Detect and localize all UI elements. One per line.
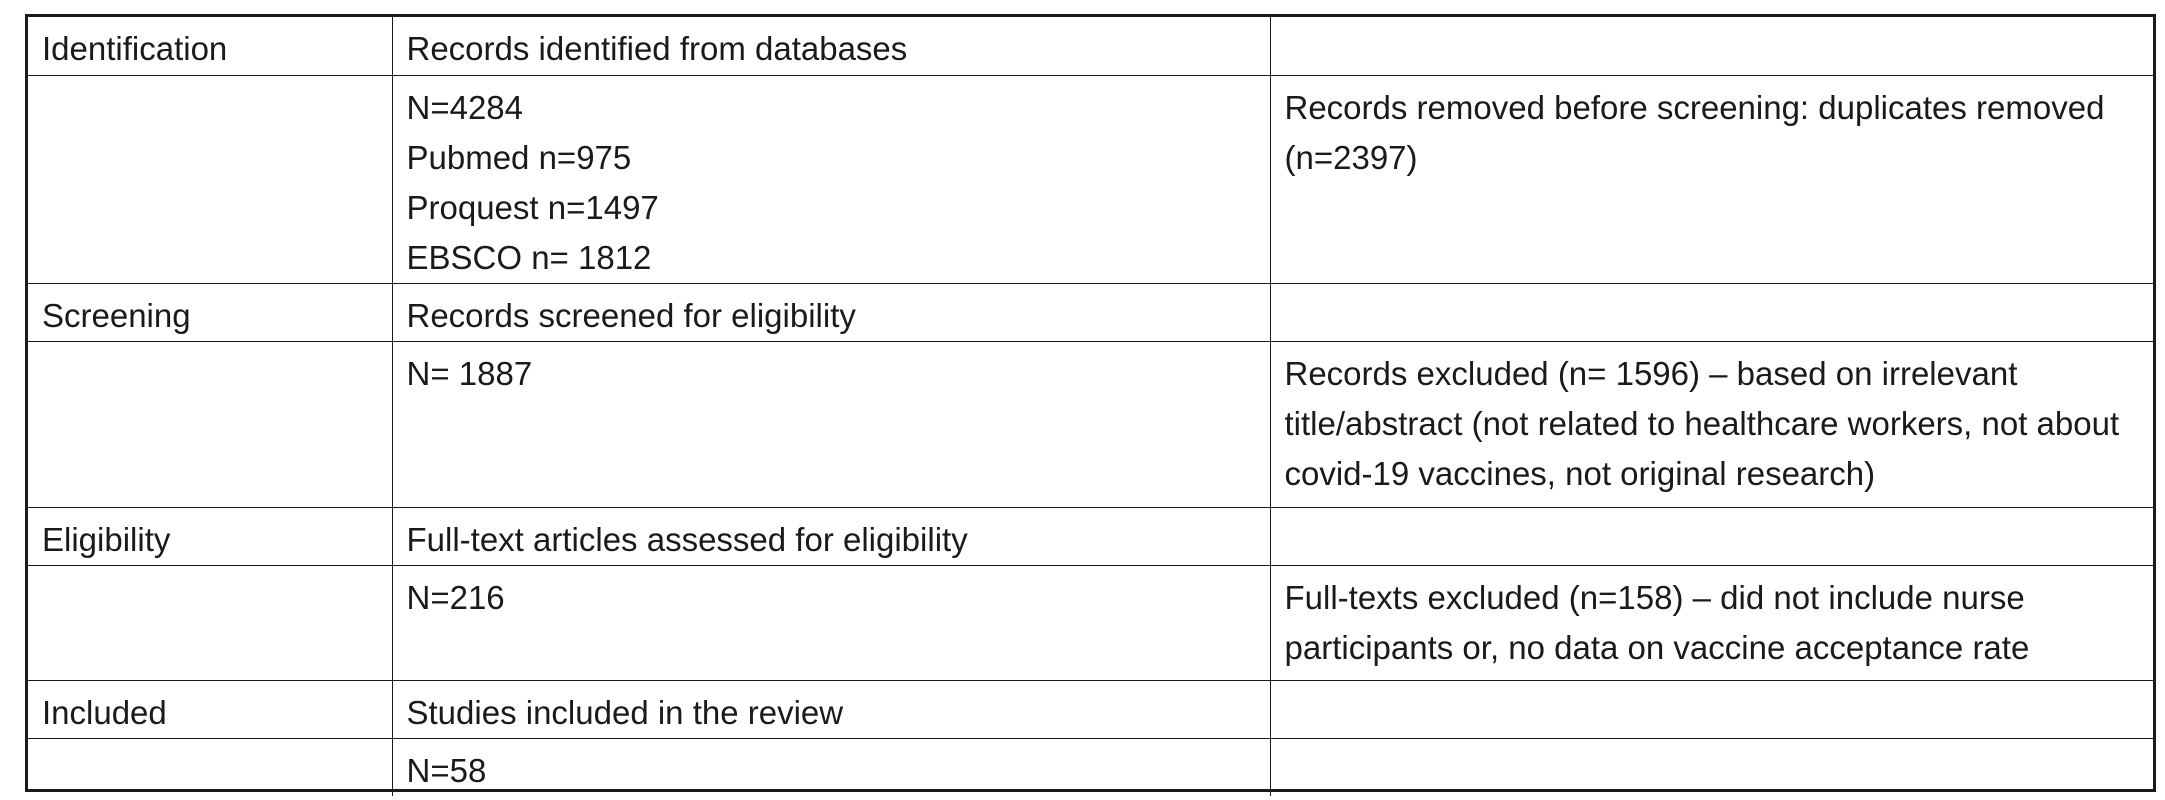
table-row (28, 565, 2153, 680)
stage-cell (28, 738, 392, 796)
count-line: N=216 (406, 578, 505, 616)
count-line: N=58 (406, 751, 487, 789)
count-line: Proquest n=1497 (406, 188, 659, 226)
stage-cell (28, 341, 392, 507)
count-cell (392, 75, 1270, 283)
step-label-cell: Full-text articles assessed for eligibility (392, 507, 1270, 565)
prisma-flow-table (28, 17, 2153, 796)
stage-cell: Included (28, 680, 392, 738)
side-note-cell (1270, 17, 2153, 75)
count-cell (392, 738, 1270, 796)
table-row (28, 738, 2153, 796)
count-line: N=4284 (406, 88, 524, 126)
step-label-cell: Studies included in the review (392, 680, 1270, 738)
count-cell (392, 565, 1270, 680)
table-row (28, 283, 2153, 341)
side-note-cell: Full-texts excluded (n=158) – did not include nurse participants or, no data on vaccine acceptance rate (1270, 565, 2153, 680)
stage-cell: Screening (28, 283, 392, 341)
table-row (28, 17, 2153, 75)
count-cell (392, 341, 1270, 507)
side-note-cell: Records removed before screening: duplicates removed (n=2397) (1270, 75, 2153, 283)
side-note-cell (1270, 283, 2153, 341)
step-label-cell: Records screened for eligibility (392, 283, 1270, 341)
prisma-flow-table-container (25, 14, 2156, 792)
count-line: EBSCO n= 1812 (406, 238, 652, 276)
stage-cell (28, 75, 392, 283)
table-row (28, 680, 2153, 738)
side-note-cell (1270, 680, 2153, 738)
step-label-cell: Records identified from databases (392, 17, 1270, 75)
count-line: N= 1887 (406, 354, 533, 392)
table-row (28, 75, 2153, 283)
stage-cell (28, 565, 392, 680)
side-note-cell: Records excluded (n= 1596) – based on irrelevant title/abstract (not related to healthcare workers, not about covid-19 vaccines, not original research) (1270, 341, 2153, 507)
count-line: Pubmed n=975 (406, 138, 632, 176)
side-note-cell (1270, 738, 2153, 796)
side-note-cell (1270, 507, 2153, 565)
stage-cell: Identification (28, 17, 392, 75)
table-row (28, 507, 2153, 565)
table-row (28, 341, 2153, 507)
stage-cell: Eligibility (28, 507, 392, 565)
